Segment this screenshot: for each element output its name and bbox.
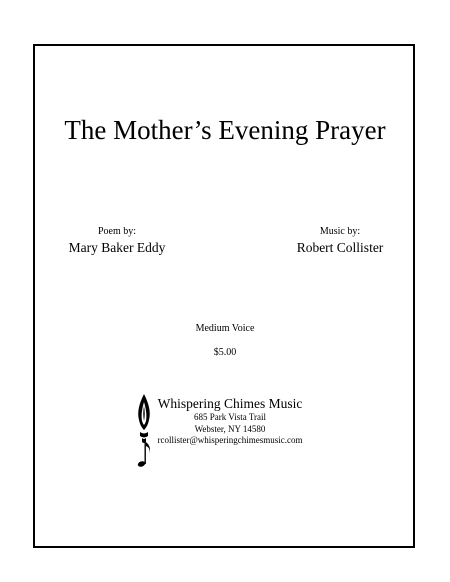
music-credit [290, 225, 390, 256]
voice-type: Medium Voice [195, 323, 255, 334]
price: $5.00 [213, 347, 237, 358]
poem-role-label: Poem by: [97, 226, 137, 237]
poet-name: Mary Baker Eddy [68, 240, 166, 255]
publisher-name: Whispering Chimes Music [157, 396, 303, 411]
publisher-city: Webster, NY 14580 [194, 423, 266, 434]
publisher-email: rcollister@whisperingchimesmusic.com [157, 435, 303, 445]
page-title: The Mother’s Evening Prayer [64, 115, 386, 145]
publisher-block [150, 396, 310, 447]
music-role-label: Music by: [319, 226, 361, 237]
publisher-address: 685 Park Vista Trail [193, 412, 267, 422]
poem-credit [62, 225, 172, 256]
composer-name: Robert Collister [296, 240, 384, 255]
